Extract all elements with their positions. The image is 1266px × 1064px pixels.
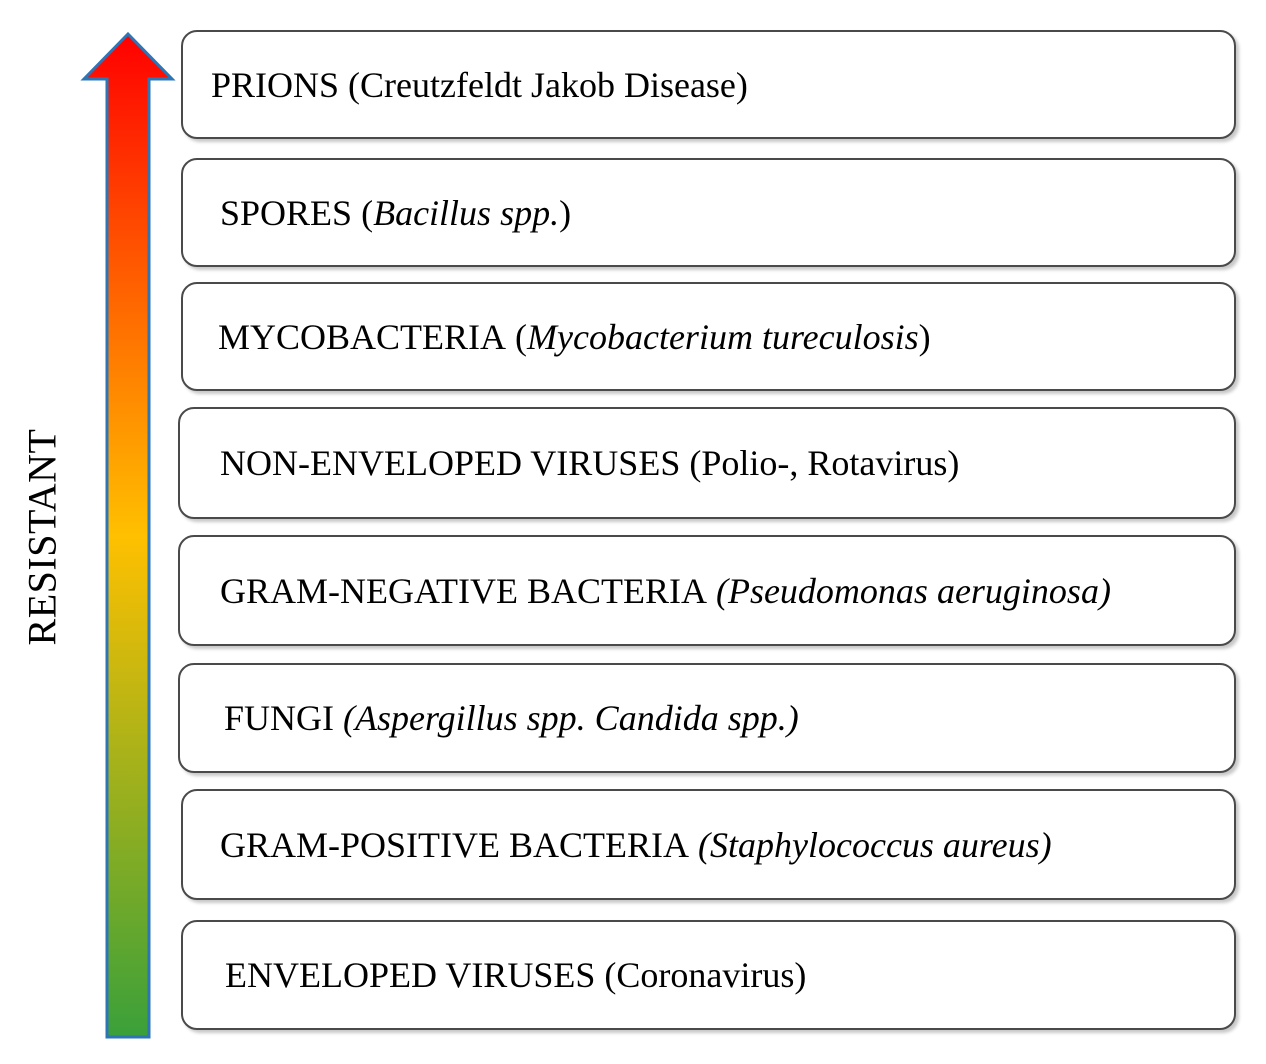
tier-box-spores — [181, 158, 1236, 267]
tier-category: GRAM-POSITIVE BACTERIA — [220, 824, 690, 865]
tier-box-fungi — [178, 663, 1236, 773]
tier-box-gram-positive-bacteria — [181, 789, 1236, 900]
tier-example: Mycobacterium tureculosis — [527, 316, 919, 357]
tier-example: Bacillus spp. — [373, 192, 560, 233]
tier-example: (Creutzfeldt Jakob Disease) — [348, 64, 748, 105]
tier-example: (Staphylococcus aureus) — [698, 824, 1052, 865]
tier-box-non-enveloped-viruses — [178, 407, 1236, 519]
tier-category: MYCOBACTERIA — [218, 316, 507, 357]
tier-example-close-paren: ) — [918, 316, 931, 357]
tier-box-gram-negative-bacteria — [178, 535, 1236, 646]
tier-category: PRIONS — [211, 64, 340, 105]
tier-category: NON-ENVELOPED VIRUSES — [220, 443, 681, 483]
tier-example: (Aspergillus spp. Candida spp.) — [343, 698, 799, 738]
tier-example: (Polio-, Rotavirus) — [689, 443, 960, 483]
tier-box-mycobacteria — [181, 282, 1236, 391]
tier-example-open-paren: ( — [361, 192, 374, 233]
tier-example-close-paren: ) — [559, 192, 572, 233]
tier-example-open-paren: ( — [515, 316, 528, 357]
tier-category: SPORES — [220, 192, 353, 233]
tier-category: GRAM-NEGATIVE BACTERIA — [220, 570, 707, 611]
tier-box-prions — [181, 30, 1236, 139]
tier-category: ENVELOPED VIRUSES — [225, 955, 596, 995]
axis-label-resistant: RESISTANT — [19, 428, 65, 646]
tier-category: FUNGI — [224, 698, 335, 738]
tier-box-enveloped-viruses — [181, 920, 1236, 1030]
arrow-shape — [84, 34, 172, 1037]
tier-example: (Coronavirus) — [604, 955, 807, 995]
tier-example: (Pseudomonas aeruginosa) — [715, 570, 1111, 611]
